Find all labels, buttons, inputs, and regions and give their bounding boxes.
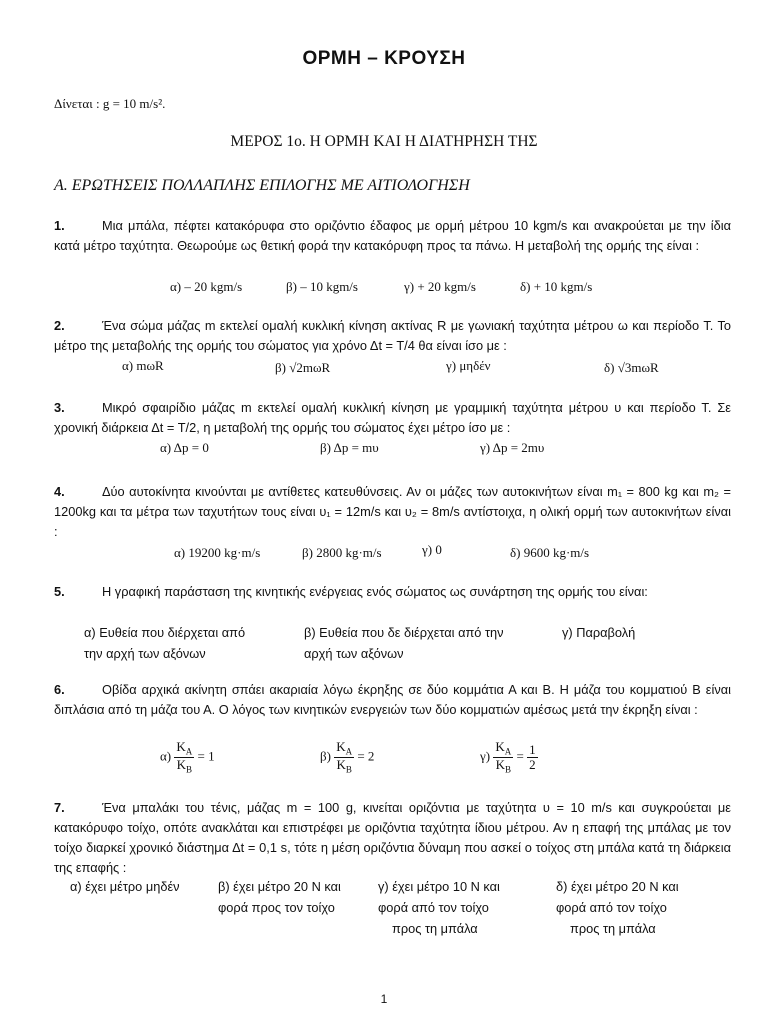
option-d [556, 876, 679, 939]
option-a [70, 876, 180, 897]
option-label: γ) [480, 748, 491, 764]
fraction-numerator: $K_A$ [336, 739, 353, 757]
option-c: γ) μηδέν [446, 358, 491, 373]
option-d: δ) + 10 kgm/s [520, 279, 593, 294]
option-line: β) Ευθεία που δε διέρχεται από την [304, 625, 504, 640]
option-b [304, 622, 504, 664]
question-text: Οβίδα αρχικά ακίνητη σπάει ακαριαία λόγω έκρηξης σε δύο κομμάτια Α και Β. Η μάζα του κομματιού Β είναι διπλάσια από τη μάζα του Α. Ο λόγος των κινητικών ενεργειών των δύο κομματιών αμέσως μετά την έκρηξη είναι : [54, 682, 731, 717]
option-label: α) [160, 748, 172, 764]
question-number: 1. [54, 218, 65, 233]
fraction-denominator: $K_B$ [176, 757, 193, 775]
question-number: 6. [54, 682, 65, 697]
fraction-denominator: $K_B$ [336, 757, 352, 775]
option-line: γ) Παραβολή [562, 625, 636, 640]
ratio-fraction [174, 740, 194, 775]
option-value: = 2 [357, 748, 375, 764]
question-2 [54, 316, 731, 356]
option-line: γ) έχει μέτρο 10 N και [378, 879, 500, 894]
option-line: την αρχή των αξόνων [84, 646, 206, 661]
option-c: γ) 0 [422, 542, 442, 557]
option-line: αρχή των αξόνων [304, 646, 404, 661]
option-b [218, 876, 341, 918]
option-a [160, 740, 215, 775]
question-1 [54, 216, 731, 256]
question-number: 5. [54, 584, 65, 599]
option-c: γ) + 20 kgm/s [404, 279, 476, 294]
option-line: α) Ευθεία που διέρχεται από [84, 625, 246, 640]
option-c [562, 622, 635, 643]
question-4 [54, 482, 731, 542]
question-number: 4. [54, 484, 65, 499]
option-value: = 1 [197, 748, 215, 764]
given-constant: Δίνεται : g = 10 m/s². [54, 96, 166, 111]
question-text: Μικρό σφαιρίδιο μάζας m εκτελεί ομαλή κυκλική κίνηση με γραμμική ταχύτητα μέτρου υ και περίοδο Τ. Σε χρονική διάρκεια Δt = T/2, η μεταβολή της ορμής του σώματος έχει μέτρο ίσο με : [54, 400, 731, 435]
option-line: δ) έχει μέτρο 20 N και [556, 879, 679, 894]
question-text: Μια μπάλα, πέφτει κατακόρυφα στο οριζόντιο έδαφος με ορμή μέτρου 10 kgm/s και ανακρούεται με την ίδια κατά μέτρο ταχύτητα. Θεωρούμε ως θετική φορά την κατακόρυφη προς τα πάνω. Η μεταβολή της ορμής της είναι : [54, 218, 731, 253]
question-number: 3. [54, 400, 65, 415]
part-title: ΜΕΡΟΣ 1ο. Η ΟΡΜΗ ΚΑΙ Η ΔΙΑΤΗΡΗΣΗ ΤΗΣ [230, 133, 538, 150]
question-6 [54, 680, 731, 720]
question-7 [54, 798, 731, 878]
fraction-denominator: 2 [529, 757, 536, 773]
option-b: β) Δp = mυ [320, 440, 379, 455]
section-title: Α. ΕΡΩΤΗΣΕΙΣ ΠΟΛΛΑΠΛΗΣ ΕΠΙΛΟΓΗΣ ΜΕ ΑΙΤΙΟΛΟΓΗΣΗ [54, 177, 470, 194]
fraction-numerator: $K_A$ [176, 739, 193, 757]
option-a: α) mωR [122, 358, 164, 373]
option-line: β) έχει μέτρο 20 N και [218, 879, 341, 894]
question-text: Δύο αυτοκίνητα κινούνται με αντίθετες κατευθύνσεις. Αν οι μάζες των αυτοκινήτων είναι m₁ = 800 kg και m₂ = 1200kg και τα μέτρα των ταχυτήτων τους είναι υ₁ = 12m/s και υ₂ = 8m/s αντίστοιχα, η ολική ορμή των αυτοκινήτων είναι : [54, 484, 731, 539]
option-line: φορά από τον τοίχο [556, 900, 667, 915]
option-b: β) – 10 kgm/s [286, 279, 358, 294]
ratio-fraction [493, 740, 513, 775]
option-c [480, 740, 538, 775]
option-line: προς τη μπάλα [570, 921, 656, 936]
option-d: δ) √3mωR [604, 360, 659, 375]
option-a [84, 622, 245, 664]
option-label: β) [320, 748, 331, 764]
option-b: β) √2mωR [275, 360, 331, 375]
page-number: 1 [380, 992, 388, 1006]
fraction-numerator: 1 [529, 742, 536, 758]
question-3 [54, 398, 731, 438]
option-b: β) 2800 kg·m/s [302, 545, 382, 560]
ratio-value-fraction [527, 743, 538, 771]
option-line: φορά προς τον τοίχο [218, 900, 335, 915]
option-line: α) έχει μέτρο μηδέν [70, 879, 180, 894]
question-text: Ένα μπαλάκι του τένις, μάζας m = 100 g, κινείται οριζόντια με ταχύτητα υ = 10 m/s και συγκρούεται με κατακόρυφο τοίχο, οπότε ανακλάται και επιστρέφει με οριζόντια ταχύτητα ίδιου μέτρου. Αν η επαφή της μπάλας με τον τοίχο διαρκεί χρονικό διάστημα Δt = 0,1 s, τότε η μέση οριζόντια δύναμη που ασκεί ο τοίχος στη μπάλα κατά τη διάρκεια της επαφής : [54, 800, 731, 875]
option-a: α) 19200 kg·m/s [174, 545, 261, 560]
question-number: 2. [54, 318, 65, 333]
option-c: γ) Δp = 2mυ [480, 440, 545, 455]
option-b [320, 740, 374, 775]
question-text: Η γραφική παράσταση της κινητικής ενέργειας ενός σώματος ως συνάρτηση της ορμής του είναι: [102, 584, 648, 599]
question-5 [54, 582, 731, 602]
fraction-denominator: $K_B$ [495, 757, 511, 775]
fraction-numerator: $K_A$ [495, 739, 512, 757]
option-d: δ) 9600 kg·m/s [510, 545, 590, 560]
option-line: προς τη μπάλα [392, 921, 478, 936]
ratio-fraction [334, 740, 354, 775]
option-line: φορά από τον τοίχο [378, 900, 489, 915]
option-value: = [516, 748, 524, 764]
option-c [378, 876, 500, 939]
question-number: 7. [54, 800, 65, 815]
option-a: α) – 20 kgm/s [170, 279, 243, 294]
question-text: Ένα σώμα μάζας m εκτελεί ομαλή κυκλική κίνηση ακτίνας R με γωνιακή ταχύτητα μέτρου ω και περίοδο Τ. Το μέτρο της μεταβολής της ορμής του σώματος για χρόνο Δt = T/4 θα είναι ίσο με : [54, 318, 731, 353]
option-a: α) Δp = 0 [160, 440, 209, 455]
page-title: ΟΡΜΗ – ΚΡΟΥΣΗ [302, 48, 466, 69]
